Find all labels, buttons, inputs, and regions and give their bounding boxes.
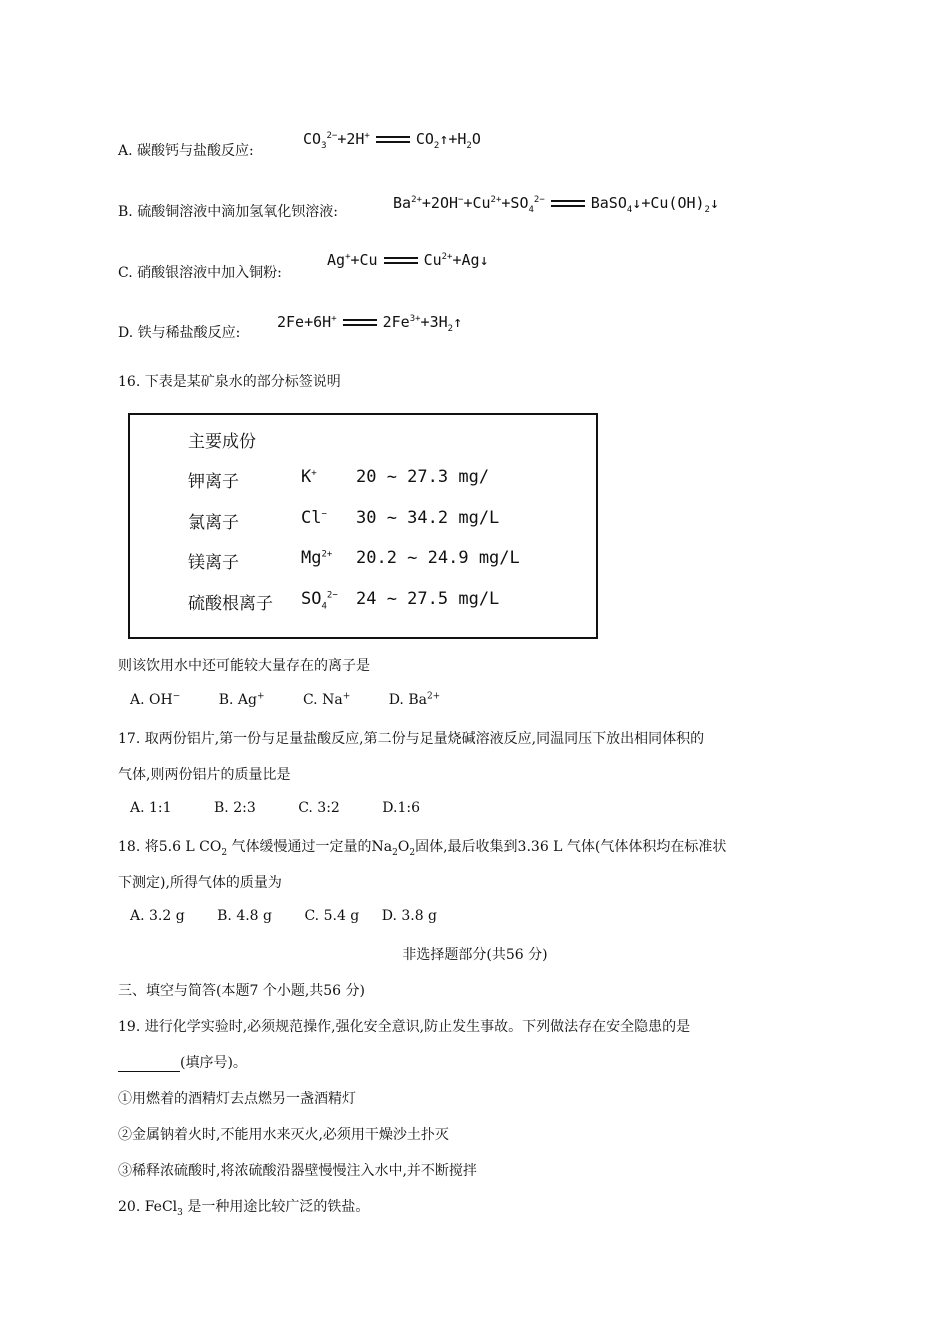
ion-name-chloride: 氯离子 bbox=[188, 513, 239, 533]
q18-option-d: D. 3.8 g bbox=[381, 908, 438, 924]
ion-symbol-magnesium: $Mg^{2+}$ bbox=[301, 548, 333, 568]
q19-item-2: ②金属钠着火时,不能用水来灭火,必须用干燥沙土扑灭 bbox=[118, 1127, 449, 1143]
q16-option-a: A. OH bbox=[130, 692, 173, 708]
q20-line: 20. FeCl$_3$ 是一种用途比较广泛的铁盐。 bbox=[118, 1199, 370, 1218]
q16-option-c: C. Na bbox=[302, 692, 343, 708]
option-a-label: A. 碳酸钙与盐酸反应: bbox=[118, 143, 254, 159]
option-c-label: C. 硝酸银溶液中加入铜粉: bbox=[118, 265, 282, 281]
section-subheading: 三、填空与简答(本题7 个小题,共56 分) bbox=[118, 983, 365, 999]
ion-range-chloride: 30 ~ 34.2 mg/L bbox=[356, 508, 500, 528]
option-b-label: B. 硫酸铜溶液中滴加氢氧化钡溶液: bbox=[118, 204, 338, 220]
q16-question: 则该饮用水中还可能较大量存在的离子是 bbox=[118, 658, 370, 674]
ion-symbol-potassium: K+ bbox=[301, 467, 317, 487]
q17-option-c: C. 3:2 bbox=[298, 800, 340, 816]
answer-blank[interactable] bbox=[118, 1057, 180, 1072]
equals-sign bbox=[551, 200, 585, 207]
q19-line2: (填序号)。 bbox=[118, 1052, 247, 1072]
q18-option-a: A. 3.2 g bbox=[130, 908, 185, 924]
q19-line1: 19. 进行化学实验时,必须规范操作,强化安全意识,防止发生事故。下列做法存在安全隐患的是 bbox=[118, 1019, 691, 1035]
option-b-equation: $Ba^{2+}+2OH^-+Cu^{2+}+SO_4^{2-}$ $BaSO_4↓+Cu(OH)_2↓$ bbox=[393, 194, 719, 215]
ion-range-potassium: 20 ~ 27.3 mg/ bbox=[356, 467, 490, 487]
q17-option-b: B. 2:3 bbox=[214, 800, 256, 816]
ion-symbol-sulfate: $SO_4^{2-}$ bbox=[301, 589, 338, 612]
q19-item-1: ①用燃着的酒精灯去点燃另一盏酒精灯 bbox=[118, 1091, 356, 1107]
q17-option-d: D.1:6 bbox=[382, 800, 421, 816]
q17-line1: 17. 取两份铝片,第一份与足量盐酸反应,第二份与足量烧碱溶液反应,同温同压下放出相同体积的 bbox=[118, 731, 705, 747]
option-d-equation: 2Fe+6H+ $2Fe^{3+}+3H_2↑$ bbox=[277, 313, 463, 334]
q19-item-3: ③稀释浓硫酸时,将浓硫酸沿器壁慢慢注入水中,并不断搅拌 bbox=[118, 1163, 477, 1179]
q16-option-d: D. Ba bbox=[388, 692, 427, 708]
ion-name-magnesium: 镁离子 bbox=[188, 553, 239, 573]
q16-options: A. OH− B. Ag+ C. Na+ D. $Ba^{2+}$ bbox=[130, 691, 441, 708]
option-c-equation: Ag++Cu $Cu^{2+}+Ag↓$ bbox=[327, 251, 489, 269]
ion-symbol-chloride: Cl− bbox=[301, 508, 327, 528]
q18-option-c: C. 5.4 g bbox=[304, 908, 360, 924]
equals-sign bbox=[384, 257, 418, 264]
equals-sign bbox=[376, 136, 410, 143]
q17-options bbox=[130, 800, 420, 816]
ion-range-magnesium: 20.2 ~ 24.9 mg/L bbox=[356, 548, 520, 568]
equals-sign bbox=[343, 319, 377, 326]
label-title: 主要成份 bbox=[188, 432, 256, 452]
q17-line2: 气体,则两份铝片的质量比是 bbox=[118, 767, 291, 783]
ion-range-sulfate: 24 ~ 27.5 mg/L bbox=[356, 589, 500, 609]
ion-name-sulfate: 硫酸根离子 bbox=[188, 594, 273, 614]
q17-option-a: A. 1:1 bbox=[130, 800, 172, 816]
q16-stem: 16. 下表是某矿泉水的部分标签说明 bbox=[118, 374, 341, 390]
option-a-equation: $CO_3^{2-}+2H^+$ $CO_2↑+H_2O$ bbox=[303, 130, 481, 151]
q18-options bbox=[130, 908, 437, 924]
section-heading: 非选择题部分(共56 分) bbox=[402, 947, 548, 963]
q18-option-b: B. 4.8 g bbox=[217, 908, 273, 924]
q18-line1: 18. 将5.6 L $CO_2$ 气体缓慢通过一定量的$Na_2O_2$固体,最后收集到3.36 L 气体(气体体积均在标准状 bbox=[118, 839, 727, 858]
mineral-water-label-box bbox=[128, 413, 598, 639]
q18-line2: 下测定),所得气体的质量为 bbox=[118, 875, 282, 891]
option-d-label: D. 铁与稀盐酸反应: bbox=[118, 325, 241, 341]
ion-name-potassium: 钾离子 bbox=[188, 472, 239, 492]
q16-option-b: B. Ag bbox=[218, 692, 257, 708]
